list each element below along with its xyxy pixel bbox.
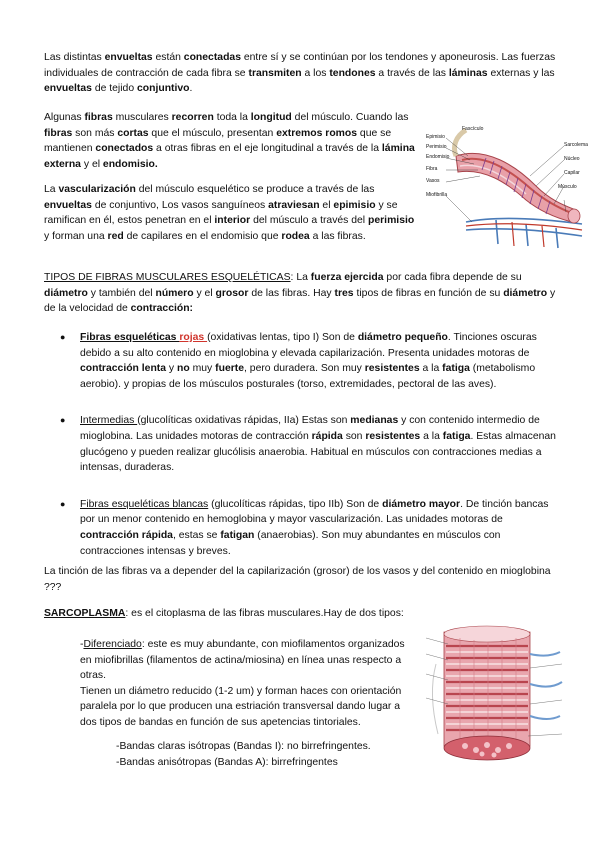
figure-label: Capilar [564,170,580,176]
figure-label: Fascículo [462,126,484,132]
bandas-list: -Bandas claras isótropas (Bandas I): no birrefringentes. -Bandas anisótropas (Bandas A): birrefringentes [116,741,371,768]
list-item-rojas: ● Fibras esqueléticas rojas (oxidativas lentas, tipo I) Son de diámetro pequeño. Tinciones oscuras debido a su alto contenido en mioglobina y elevada capilarización. Presenta unidades motoras de contracción lenta y no muy fuerte, pero duradera. Son muy resistentes a la fatiga (metabolismo aerobio). y propias de los músculos posturales (torso, extremidades, pectoral de las aves). [60,332,537,390]
paragraph-sarcoplasma: SARCOPLASMA: es el citoplasma de las fibras musculares.Hay de dos tipos: [44,608,404,619]
figure-label: Sarcolema [564,142,588,148]
figure-label: Vasos [426,178,440,184]
list-item-intermedias: ● Intermedias (glucolíticas oxidativas rápidas, IIa) Estas son medianas y con contenido intermedio de mioglobina. Las unidades motoras de contracción rápida son resistentes a la fatiga. Estas almacenan glucógeno y pueden realizar glucólisis anaerobia. Habitual en músculos con contracciones medias a intensas, duraderas. [60,415,556,474]
paragraph-diferenciado: -Diferenciado: este es muy abundante, con miofilamentos organizados en miofibrillas (filamentos de actina/miosina) en línea unas respecto a otras. Tienen un diámetro reducido (1-2 um) y forman haces con orientación paralela por lo que producen una estriación transversal dando lugar a dos tipos de bandas en función de sus apetencias tintoriales. [80,639,405,728]
figure-label: Músculo [558,184,577,190]
paragraph-tincion: La tinción de las fibras va a depender del la capilarización (grosor) de los vasos y del contenido en mioglobina ??? [44,566,551,593]
paragraph-vascularizacion: La vascularización del músculo esquelético se produce a través de las envueltas de conjuntivo, Los vasos sanguíneos atraviesan el epimisio y se ramifican en él, estos penetran en el interior del músculo a través del perimisio y forman una red de capilares en el endomisio que rodea a las fibras. [44,184,415,242]
figure-label: Miofibrilla [426,192,448,198]
bullet-icon: ● [60,415,66,426]
figure-label: Núcleo [564,156,580,162]
figure-label: Fibra [426,166,438,172]
fiber-types-list [60,330,556,559]
bullet-icon: ● [60,498,66,509]
figure-label: Perimisio [426,144,447,150]
paragraph-fibras-longitud: Algunas fibras musculares recorren toda la longitud del músculo. Cuando las fibras son más cortas que el músculo, presentan extremos romos que se mantienen conectados a otras fibras en el eje longitudinal a través de la lámina externa y el endomisio. [44,112,415,170]
paragraph-envueltas: Las distintas envueltas están conectadas entre sí y se continúan por los tendones y aponeurosis. Las fuerzas individuales de contracción de cada fibra se transmiten a los tendones a través de las láminas externas y las envueltas de tejido conjuntivo. [44,52,556,95]
list-item-blancas: ● Fibras esqueléticas blancas (glucolíticas rápidas, tipo IIb) Son de diámetro mayor. De tinción bancas por un menor contenido en hemoglobina y mayor vascularización. Las unidades motoras de contracción rápida, estas se fatigan (anaerobias). Son muy abundantes en músculos con contracciones intensas y breves. [60,498,549,557]
figure-label: Epimisio [426,134,445,140]
myofibril-illustration [420,624,568,774]
figure-label: Endomisio [426,154,450,160]
bullet-icon: ● [60,332,66,342]
muscle-structure-illustration [426,126,588,250]
paragraph-tipos-fibras: TIPOS DE FIBRAS MUSCULARES ESQUELÉTICAS: La fuerza ejercida por cada fibra depende de su diámetro y también del número y el grosor de las fibras. Hay tres tipos de fibras en función de su diámetro y de la velocidad de contracción: [44,272,556,315]
